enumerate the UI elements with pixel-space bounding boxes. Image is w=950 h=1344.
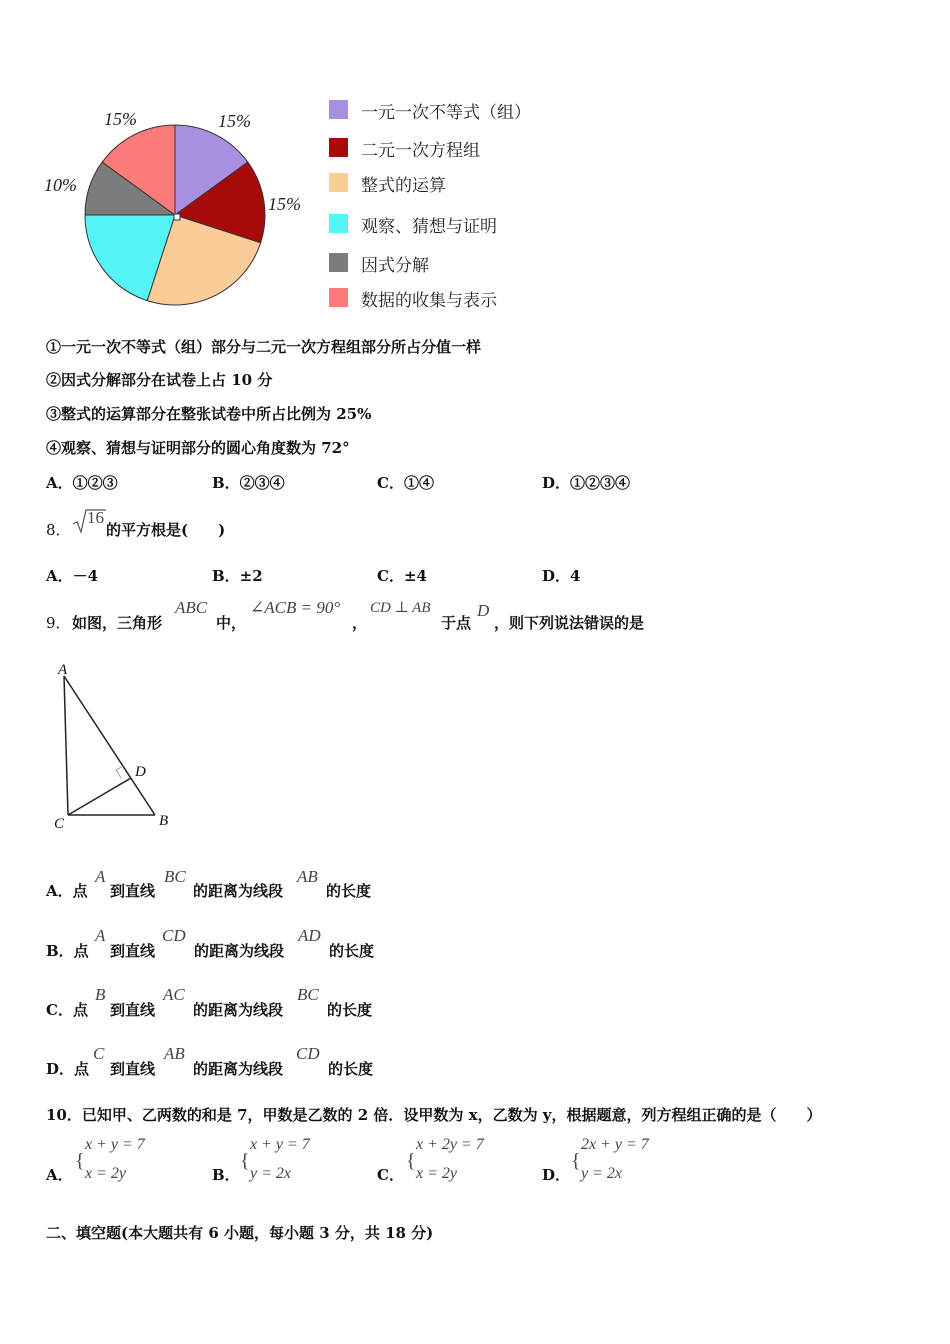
q8-text: 的平方根是( ) <box>106 521 226 539</box>
q9c-line: AC <box>163 985 185 1004</box>
q10d-label: D． <box>542 1166 571 1184</box>
legend-swatch-5 <box>329 253 348 272</box>
vertex-label-a: A <box>58 662 68 678</box>
right-angle-mark <box>116 766 123 778</box>
q9-math-point: D <box>477 601 490 620</box>
q10d-eq1: 2x + y = 7 <box>581 1136 649 1153</box>
q10c-eq1: x + 2y = 7 <box>416 1136 484 1153</box>
segment-cd <box>68 778 131 815</box>
q9-text-1: 如图，三角形 <box>72 614 163 632</box>
legend-label-5: 因式分解 <box>361 256 429 276</box>
q10a-brace: { <box>75 1150 85 1172</box>
pie-center-mark <box>174 214 180 220</box>
pie-chart <box>30 100 350 340</box>
q9c-text-1: 到直线 <box>110 1001 156 1019</box>
vertex-label-c: C <box>54 816 65 832</box>
question-10: 10．已知甲、乙两数的和是 7，甲数是乙数的 2 倍．设甲数为 x，乙数为 y，根据题意，列方程组正确的是（ ） <box>46 1106 822 1124</box>
q9b-label: B．点 <box>46 942 89 960</box>
q8-option-b: B．±2 <box>212 567 263 585</box>
q10b-label: B． <box>212 1166 240 1184</box>
q10a-eq1: x + y = 7 <box>85 1136 145 1153</box>
statement-3: ③整式的运算部分在整张试卷中所占比例为 25% <box>46 405 372 423</box>
q9c-segment: BC <box>297 985 319 1004</box>
legend-label-6: 数据的收集与表示 <box>361 291 497 311</box>
pie-label-slice-6: 15% <box>104 109 137 129</box>
section-2-heading: 二、填空题(本大题共有 6 小题，每小题 3 分，共 18 分) <box>46 1224 434 1242</box>
pie-label-slice-1: 15% <box>218 111 251 131</box>
q9a-text-2: 的距离为线段 <box>193 882 284 900</box>
legend-swatch-1 <box>329 100 348 119</box>
q9c-label: C．点 <box>46 1001 88 1019</box>
q7-option-a: A．①②③ <box>46 474 118 492</box>
legend-swatch-6 <box>329 288 348 307</box>
q9-text-3: ， <box>352 614 368 632</box>
q9-math-angle: ∠ACB = 90° <box>250 598 341 617</box>
q9b-text-3: 的长度 <box>329 942 375 960</box>
q9b-text-1: 到直线 <box>110 942 156 960</box>
q9-math-perp: CD ⊥ AB <box>370 600 431 616</box>
segment-ac <box>64 676 68 815</box>
q9a-label: A．点 <box>46 882 88 900</box>
q9d-point: C <box>93 1044 105 1063</box>
q10c-label: C． <box>377 1166 404 1184</box>
q8-number: 8． <box>46 521 71 539</box>
q9a-segment: AB <box>297 867 318 886</box>
q9b-line: CD <box>162 926 186 945</box>
q7-option-d: D．①②③④ <box>542 474 631 492</box>
pie-label-slice-5: 10% <box>44 175 77 195</box>
vertex-label-d: D <box>135 764 146 780</box>
legend-label-3: 整式的运算 <box>361 176 446 196</box>
q8-radicand: 16 <box>87 508 104 527</box>
q10a-label: A． <box>46 1166 73 1184</box>
q9-text-2: 中， <box>216 614 247 632</box>
q9-text-4: 于点 <box>441 614 472 632</box>
q9a-line: BC <box>164 867 186 886</box>
legend-label-1: 一元一次不等式（组） <box>361 103 531 123</box>
legend-label-4: 观察、猜想与证明 <box>361 217 497 237</box>
q7-option-b: B．②③④ <box>212 474 285 492</box>
q9a-text-1: 到直线 <box>110 882 156 900</box>
legend-label-2: 二元一次方程组 <box>361 141 480 161</box>
q8-option-c: C．±4 <box>377 567 427 585</box>
q7-option-c: C．①④ <box>377 474 434 492</box>
q10a-eq2: x = 2y <box>85 1165 126 1182</box>
q10b-brace: { <box>240 1150 250 1172</box>
q10d-eq2: y = 2x <box>581 1165 622 1182</box>
q9b-point: A <box>95 926 106 945</box>
q9-number: 9． <box>46 614 71 632</box>
q9c-text-2: 的距离为线段 <box>193 1001 284 1019</box>
q10b-eq1: x + y = 7 <box>250 1136 310 1153</box>
statement-2: ②因式分解部分在试卷上占 10 分 <box>46 371 273 389</box>
q9-math-triangle: ABC <box>175 598 208 617</box>
q9d-line: AB <box>164 1044 185 1063</box>
q9c-point: B <box>95 985 106 1004</box>
q9d-text-1: 到直线 <box>110 1060 156 1078</box>
pie-label-slice-2: 15% <box>268 194 301 214</box>
q9b-text-2: 的距离为线段 <box>194 942 285 960</box>
q10c-brace: { <box>406 1150 416 1172</box>
legend-swatch-4 <box>329 214 348 233</box>
legend-swatch-2 <box>329 138 348 157</box>
q8-option-a: A．－4 <box>46 567 99 585</box>
q9d-segment: CD <box>296 1044 320 1063</box>
q9d-text-2: 的距离为线段 <box>193 1060 284 1078</box>
q10b-eq2: y = 2x <box>250 1165 291 1182</box>
q9c-text-3: 的长度 <box>327 1001 373 1019</box>
statement-1: ①一元一次不等式（组）部分与二元一次方程组部分所占分值一样 <box>46 338 482 356</box>
q9d-text-3: 的长度 <box>328 1060 374 1078</box>
q9-text-5: ，则下列说法错误的是 <box>494 614 645 632</box>
segment-ab <box>64 676 155 815</box>
statement-4: ④观察、猜想与证明部分的圆心角度数为 72° <box>46 439 350 457</box>
q10d-brace: { <box>571 1150 581 1172</box>
q10c-eq2: x = 2y <box>416 1165 457 1182</box>
legend-swatch-3 <box>329 173 348 192</box>
q9a-point: A <box>95 867 106 886</box>
q9d-label: D．点 <box>46 1060 90 1078</box>
q9b-segment: AD <box>298 926 321 945</box>
q9a-text-3: 的长度 <box>326 882 372 900</box>
q8-option-d: D．4 <box>542 567 581 585</box>
vertex-label-b: B <box>159 813 169 829</box>
